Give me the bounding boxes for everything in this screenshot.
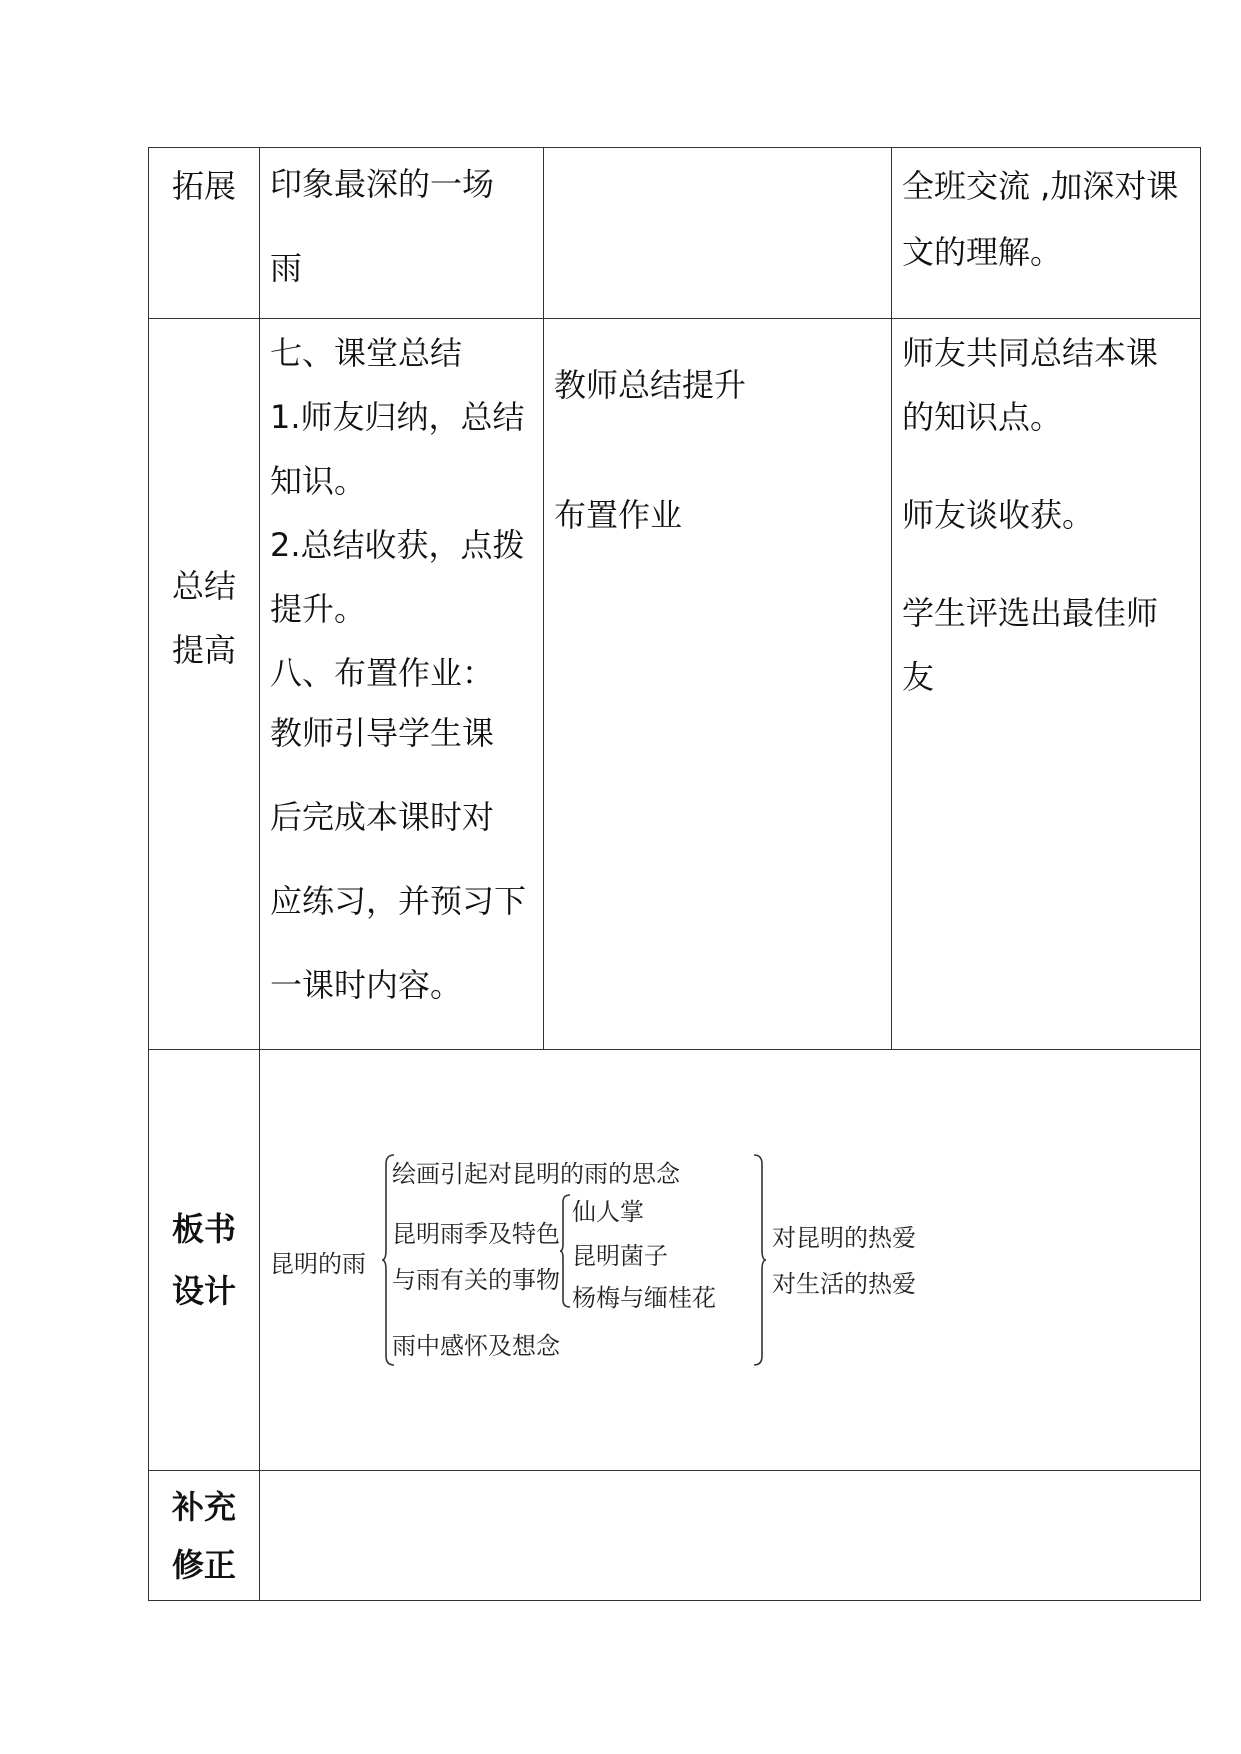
diagram-conclusion: 对生活的热爱 xyxy=(772,1270,916,1298)
stage-label: 拓展 xyxy=(171,167,236,205)
table-row-supplement xyxy=(149,1471,1201,1601)
content-line: 一课时内容。 xyxy=(270,966,463,1004)
student-line: 全班交流 ,加深对课 xyxy=(902,167,1179,205)
student-line: 的知识点。 xyxy=(902,398,1063,436)
content-line: 教师引导学生课 xyxy=(270,714,495,752)
content-line: 雨 xyxy=(270,249,303,287)
board-diagram-cell xyxy=(260,1050,1201,1471)
table-row-board xyxy=(149,1050,1201,1471)
student-line: 友 xyxy=(902,658,935,696)
stage-label: 修正 xyxy=(171,1545,236,1584)
content-line: 2.总结收获，点拨 xyxy=(270,526,525,564)
student-line: 师友共同总结本课 xyxy=(902,334,1159,372)
student-line: 文的理解。 xyxy=(902,233,1063,271)
content-cell-summary xyxy=(260,319,544,1050)
board-diagram xyxy=(260,1050,1200,1470)
student-cell-summary xyxy=(892,319,1201,1050)
right-brace-icon xyxy=(752,1154,766,1366)
lesson-plan-table xyxy=(148,147,1201,1601)
student-line: 学生评选出最佳师 xyxy=(902,594,1159,632)
stage-label: 补充 xyxy=(171,1487,236,1526)
stage-cell-supplement xyxy=(149,1471,260,1601)
supplement-cell xyxy=(260,1471,1201,1601)
teacher-line: 教师总结提升 xyxy=(554,366,747,404)
teacher-line: 布置作业 xyxy=(554,496,683,534)
diagram-item: 昆明菌子 xyxy=(572,1242,668,1270)
diagram-item: 仙人掌 xyxy=(572,1198,644,1226)
stage-label: 设计 xyxy=(171,1272,236,1310)
inner-brace-icon xyxy=(560,1194,572,1308)
teacher-cell-summary xyxy=(544,319,892,1050)
table-row-extend xyxy=(149,148,1201,319)
table-row-summary xyxy=(149,319,1201,1050)
stage-label: 提高 xyxy=(171,631,236,669)
stage-label: 板书 xyxy=(171,1210,236,1248)
diagram-branch: 昆明雨季及特色 xyxy=(392,1220,560,1248)
stage-cell-summary xyxy=(149,319,260,1050)
content-line: 1.师友归纳，总结 xyxy=(270,398,525,436)
diagram-item: 杨梅与缅桂花 xyxy=(572,1284,716,1312)
student-line: 师友谈收获。 xyxy=(902,496,1095,534)
stage-label: 总结 xyxy=(171,567,236,605)
content-line: 七、课堂总结 xyxy=(270,334,463,372)
content-line: 知识。 xyxy=(270,462,367,500)
content-line: 提升。 xyxy=(270,590,367,628)
stage-cell-extend xyxy=(149,148,260,319)
diagram-branch: 雨中感怀及想念 xyxy=(392,1332,560,1360)
content-cell-extend xyxy=(260,148,544,319)
diagram-root: 昆明的雨 xyxy=(270,1250,366,1278)
content-line: 后完成本课时对 xyxy=(270,798,495,836)
stage-cell-board xyxy=(149,1050,260,1471)
content-line: 印象最深的一场 xyxy=(270,165,495,203)
diagram-branch: 绘画引起对昆明的雨的思念 xyxy=(392,1160,680,1188)
content-line: 应练习，并预习下 xyxy=(270,882,527,920)
diagram-branch: 与雨有关的事物 xyxy=(392,1266,560,1294)
diagram-conclusion: 对昆明的热爱 xyxy=(772,1224,916,1252)
student-cell-extend xyxy=(892,148,1201,319)
content-line: 八、布置作业： xyxy=(270,654,495,692)
teacher-cell-extend xyxy=(544,148,892,319)
